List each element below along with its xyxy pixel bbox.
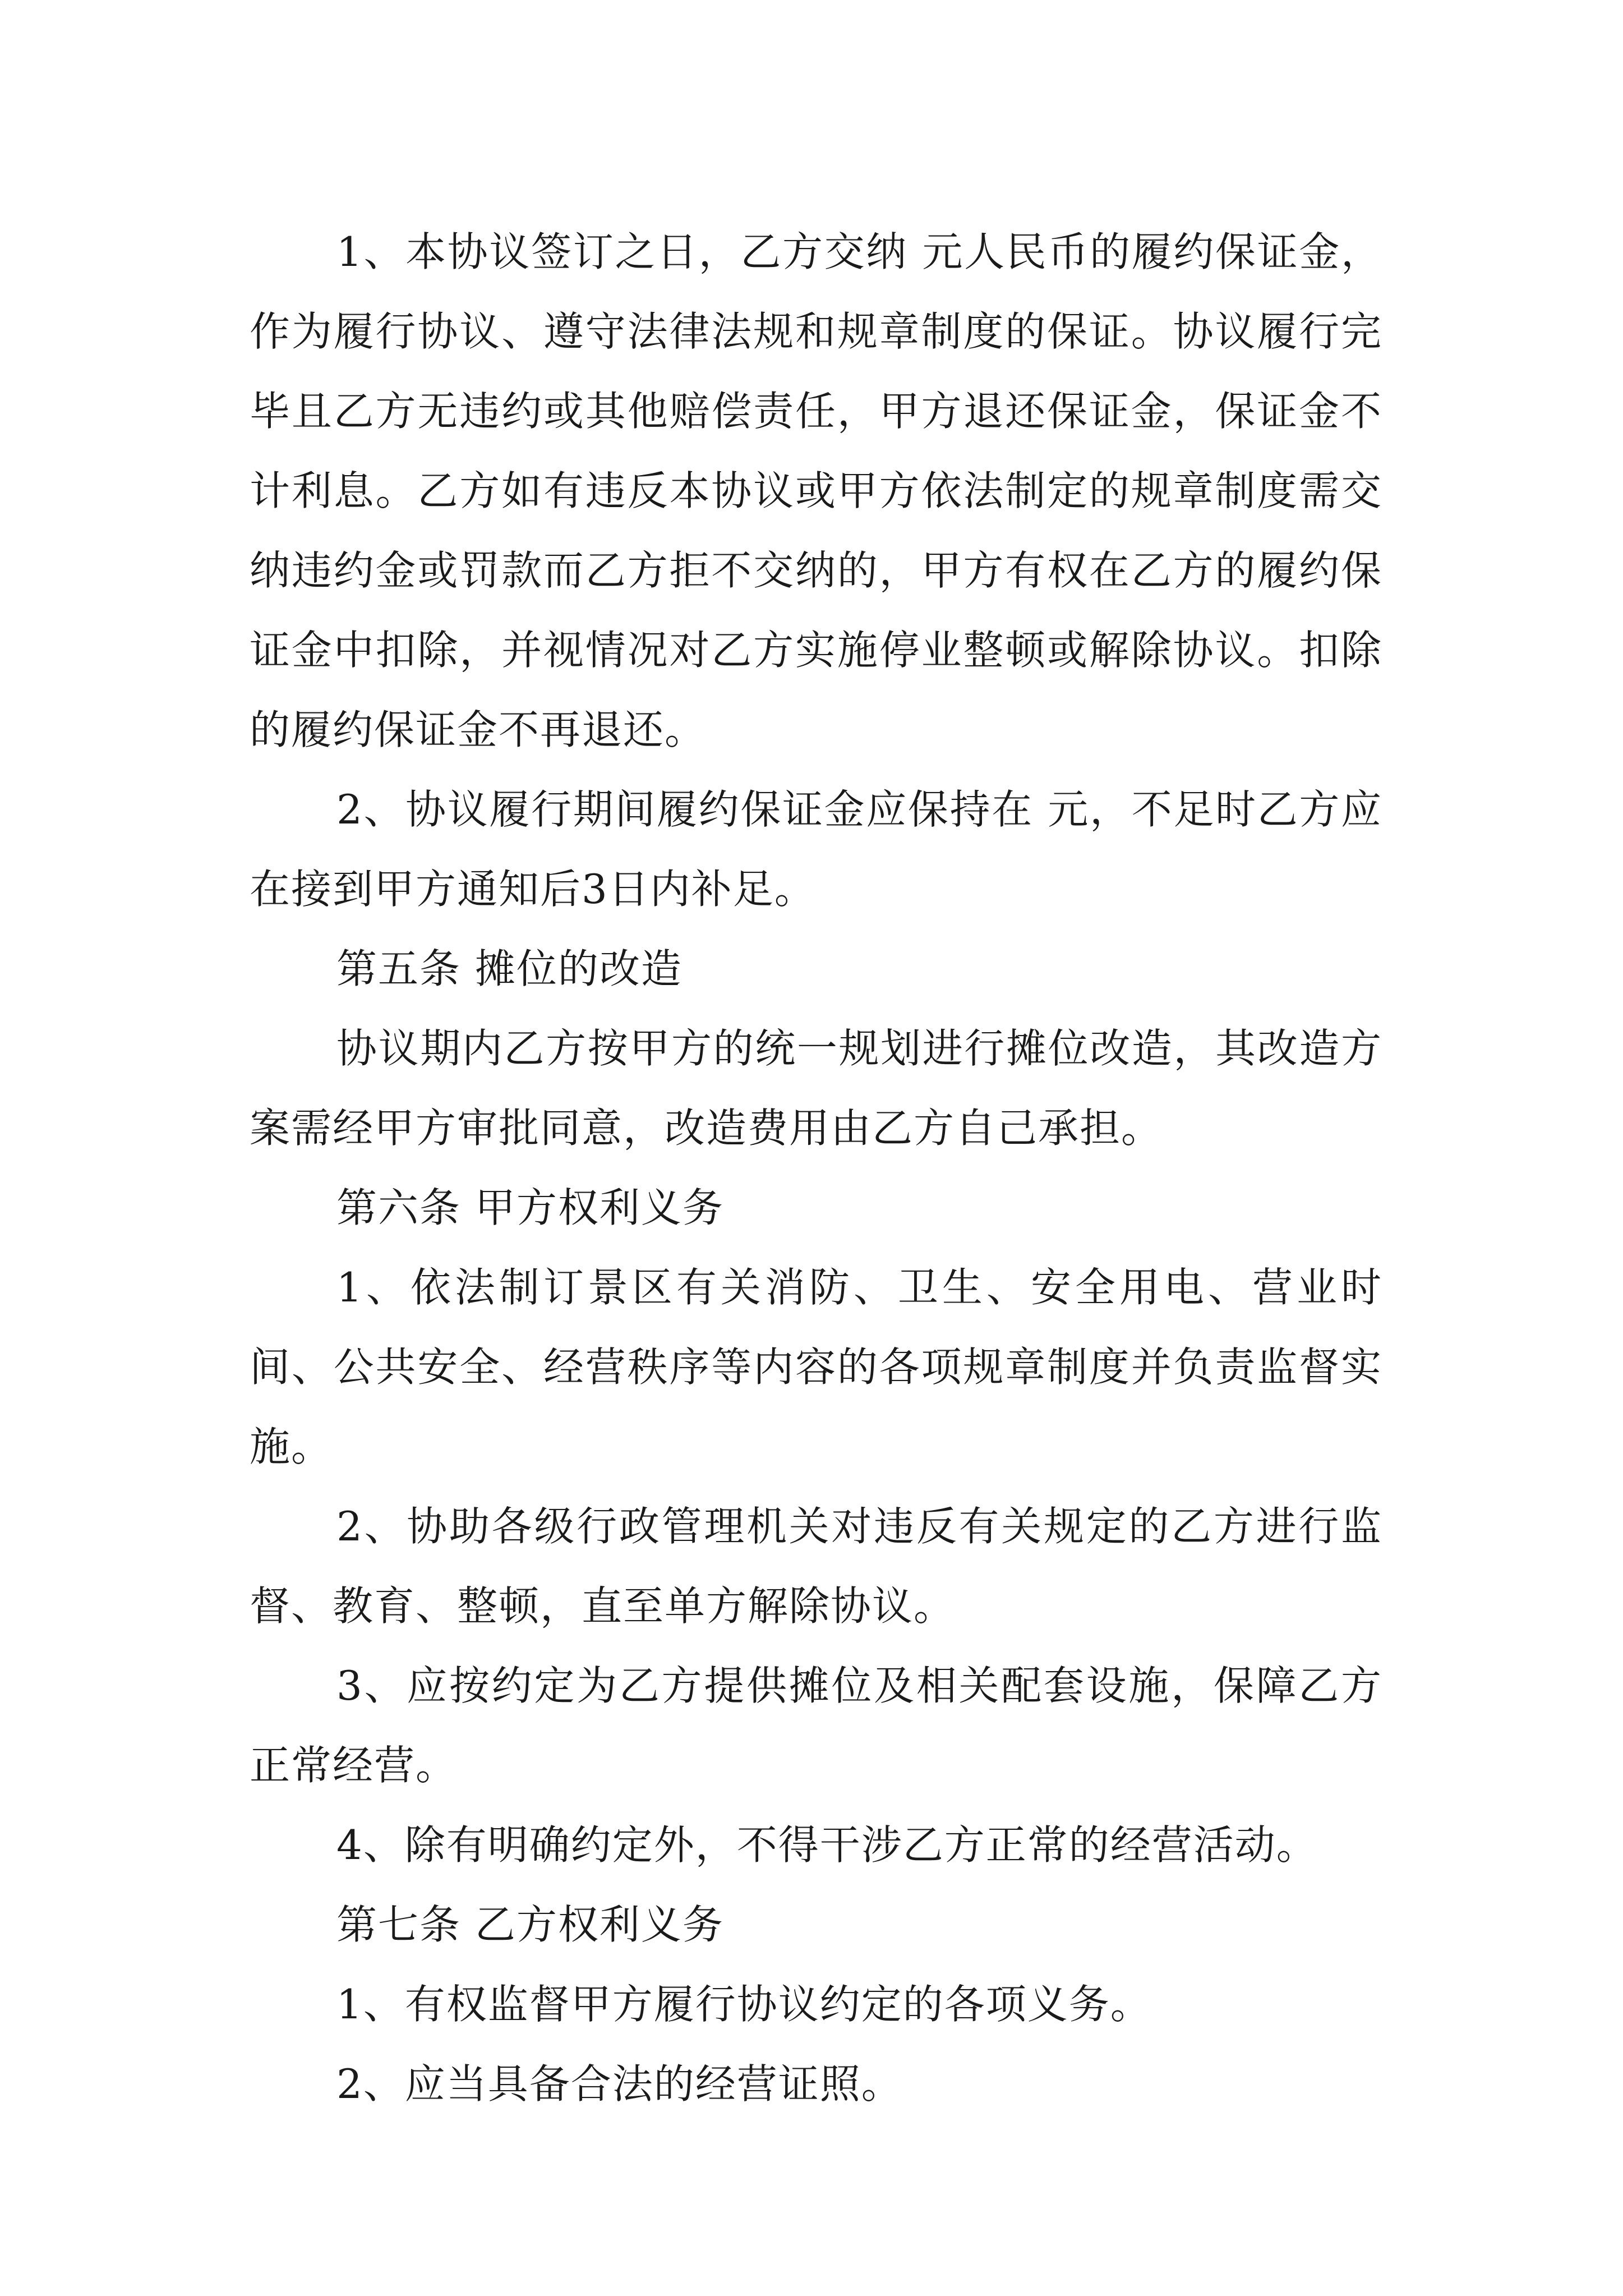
paragraph-party-a-item-2: 2、协助各级行政管理机关对违反有关规定的乙方进行监督、教育、整顿，直至单方解除协议。 xyxy=(250,1503,1382,1630)
article-5-heading: 第五条 摊位的改造 xyxy=(336,945,683,992)
paragraph-party-a-item-4: 4、除有明确约定外，不得干涉乙方正常的经营活动。 xyxy=(336,1821,1318,1869)
article-7-heading: 第七条 乙方权利义务 xyxy=(336,1901,724,1948)
paragraph-party-a-item-1: 1、依法制订景区有关消防、卫生、安全用电、营业时间、公共安全、经营秩序等内容的各项规章制度并负责监督实施。 xyxy=(250,1264,1382,1470)
paragraph-party-b-item-2: 2、应当具备合法的经营证照。 xyxy=(336,2060,903,2108)
paragraph-deposit-maintenance: 2、协议履行期间履约保证金应保持在 元，不足时乙方应在接到甲方通知后3日内补足。 xyxy=(250,786,1382,913)
paragraph-stall-renovation: 协议期内乙方按甲方的统一规划进行摊位改造，其改造方案需经甲方审批同意，改造费用由乙方自己承担。 xyxy=(250,1025,1382,1152)
paragraph-party-a-item-3: 3、应按约定为乙方提供摊位及相关配套设施，保障乙方正常经营。 xyxy=(250,1662,1382,1789)
paragraph-deposit-payment: 1、本协议签订之日，乙方交纳 元人民币的履约保证金，作为履行协议、遵守法律法规和规章制度的保证。协议履行完毕且乙方无违约或其他赔偿责任，甲方退还保证金，保证金不计利息。乙方如有违反本协议或甲方依法制定的规章制度需交纳违约金或罚款而乙方拒不交纳的，甲方有权在乙方的履约保证金中扣除，并视情况对乙方实施停业整顿或解除协议。扣除的履约保证金不再退还。 xyxy=(250,228,1382,753)
paragraph-party-b-item-1: 1、有权监督甲方履行协议约定的各项义务。 xyxy=(336,1981,1152,2028)
document-body xyxy=(250,212,1382,2124)
article-6-heading: 第六条 甲方权利义务 xyxy=(336,1184,724,1231)
